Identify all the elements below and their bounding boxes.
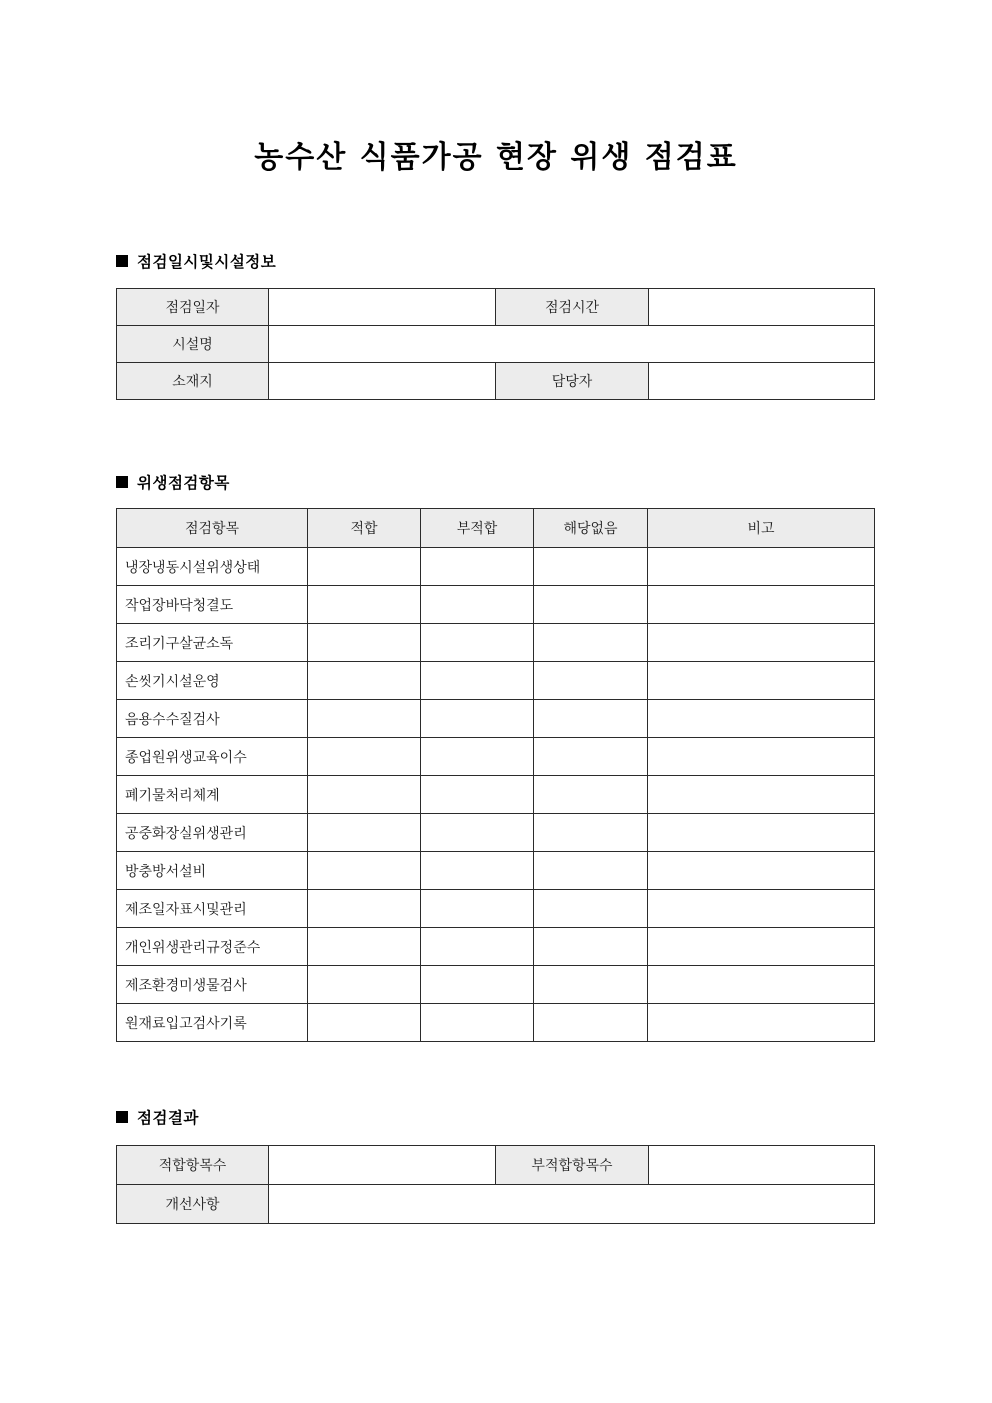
field-remarks[interactable] bbox=[648, 966, 875, 1004]
section-heading-result-label: 점검결과 bbox=[137, 1109, 199, 1127]
checklist-item-label: 손씻기시설운영 bbox=[117, 662, 308, 700]
field-location[interactable] bbox=[269, 363, 496, 400]
checkbox-nonconform[interactable] bbox=[421, 776, 534, 814]
checkbox-nonconform[interactable] bbox=[421, 548, 534, 586]
section-heading-items-label: 위생점검항목 bbox=[137, 474, 230, 492]
checklist-item-label: 방충방서설비 bbox=[117, 852, 308, 890]
label-location: 소재지 bbox=[117, 363, 269, 400]
label-conform-count: 적합항목수 bbox=[117, 1146, 269, 1185]
checkbox-nonconform[interactable] bbox=[421, 852, 534, 890]
checkbox-not-applicable[interactable] bbox=[534, 700, 648, 738]
checkbox-nonconform[interactable] bbox=[421, 1004, 534, 1042]
table-row bbox=[117, 814, 875, 852]
field-remarks[interactable] bbox=[648, 700, 875, 738]
checklist-item-label: 폐기물처리체계 bbox=[117, 776, 308, 814]
column-header-item: 점검항목 bbox=[117, 509, 308, 548]
label-inspection-date: 점검일자 bbox=[117, 289, 269, 326]
square-bullet-icon bbox=[116, 1111, 128, 1123]
checkbox-not-applicable[interactable] bbox=[534, 586, 648, 624]
hygiene-checklist-table bbox=[116, 508, 875, 1042]
square-bullet-icon bbox=[116, 255, 128, 267]
field-remarks[interactable] bbox=[648, 852, 875, 890]
checklist-item-label: 음용수수질검사 bbox=[117, 700, 308, 738]
table-row bbox=[117, 776, 875, 814]
column-header-remarks: 비고 bbox=[648, 509, 875, 548]
checkbox-nonconform[interactable] bbox=[421, 624, 534, 662]
checklist-item-label: 종업원위생교육이수 bbox=[117, 738, 308, 776]
table-row bbox=[117, 738, 875, 776]
checklist-item-label: 작업장바닥청결도 bbox=[117, 586, 308, 624]
label-facility-name: 시설명 bbox=[117, 326, 269, 363]
facility-info-table bbox=[116, 288, 875, 400]
field-remarks[interactable] bbox=[648, 1004, 875, 1042]
column-header-not-applicable: 해당없음 bbox=[534, 509, 648, 548]
table-row bbox=[117, 586, 875, 624]
checklist-item-label: 공중화장실위생관리 bbox=[117, 814, 308, 852]
table-row bbox=[117, 363, 875, 400]
checklist-item-label: 원재료입고검사기록 bbox=[117, 1004, 308, 1042]
checkbox-conform[interactable] bbox=[308, 700, 421, 738]
checkbox-conform[interactable] bbox=[308, 738, 421, 776]
checkbox-not-applicable[interactable] bbox=[534, 890, 648, 928]
field-remarks[interactable] bbox=[648, 662, 875, 700]
inspection-result-table bbox=[116, 1145, 875, 1224]
table-row bbox=[117, 1004, 875, 1042]
checklist-item-label: 제조환경미생물검사 bbox=[117, 966, 308, 1004]
checkbox-not-applicable[interactable] bbox=[534, 928, 648, 966]
field-inspection-time[interactable] bbox=[649, 289, 875, 326]
label-person-in-charge: 담당자 bbox=[496, 363, 649, 400]
column-header-conform: 적합 bbox=[308, 509, 421, 548]
table-row bbox=[117, 289, 875, 326]
field-inspection-date[interactable] bbox=[269, 289, 496, 326]
checkbox-not-applicable[interactable] bbox=[534, 624, 648, 662]
checkbox-not-applicable[interactable] bbox=[534, 776, 648, 814]
checklist-item-label: 조리기구살균소독 bbox=[117, 624, 308, 662]
checkbox-nonconform[interactable] bbox=[421, 586, 534, 624]
table-row bbox=[117, 890, 875, 928]
table-row bbox=[117, 1185, 875, 1224]
square-bullet-icon bbox=[116, 476, 128, 488]
field-remarks[interactable] bbox=[648, 776, 875, 814]
checkbox-conform[interactable] bbox=[308, 890, 421, 928]
checkbox-nonconform[interactable] bbox=[421, 662, 534, 700]
label-nonconform-count: 부적합항목수 bbox=[496, 1146, 649, 1185]
table-row bbox=[117, 928, 875, 966]
table-header-row bbox=[117, 509, 875, 548]
field-nonconform-count[interactable] bbox=[649, 1146, 875, 1185]
table-row bbox=[117, 662, 875, 700]
checkbox-conform[interactable] bbox=[308, 662, 421, 700]
checkbox-nonconform[interactable] bbox=[421, 738, 534, 776]
checkbox-nonconform[interactable] bbox=[421, 890, 534, 928]
table-row bbox=[117, 1146, 875, 1185]
checkbox-conform[interactable] bbox=[308, 814, 421, 852]
page-title: 농수산 식품가공 현장 위생 점검표 bbox=[254, 140, 738, 175]
field-remarks[interactable] bbox=[648, 738, 875, 776]
checkbox-conform[interactable] bbox=[308, 624, 421, 662]
section-heading-items bbox=[116, 471, 230, 493]
checkbox-conform[interactable] bbox=[308, 1004, 421, 1042]
section-heading-result bbox=[116, 1106, 199, 1128]
table-row bbox=[117, 548, 875, 586]
checkbox-conform[interactable] bbox=[308, 548, 421, 586]
field-facility-name[interactable] bbox=[269, 326, 875, 363]
checkbox-conform[interactable] bbox=[308, 966, 421, 1004]
checkbox-not-applicable[interactable] bbox=[534, 662, 648, 700]
table-row bbox=[117, 624, 875, 662]
field-remarks[interactable] bbox=[648, 586, 875, 624]
checkbox-nonconform[interactable] bbox=[421, 928, 534, 966]
checkbox-not-applicable[interactable] bbox=[534, 966, 648, 1004]
table-row bbox=[117, 852, 875, 890]
checkbox-conform[interactable] bbox=[308, 776, 421, 814]
checkbox-not-applicable[interactable] bbox=[534, 738, 648, 776]
field-conform-count[interactable] bbox=[269, 1146, 496, 1185]
label-inspection-time: 점검시간 bbox=[496, 289, 649, 326]
label-improvements: 개선사항 bbox=[117, 1185, 269, 1224]
field-improvements[interactable] bbox=[269, 1185, 875, 1224]
field-person-in-charge[interactable] bbox=[649, 363, 875, 400]
checklist-item-label: 제조일자표시및관리 bbox=[117, 890, 308, 928]
checkbox-not-applicable[interactable] bbox=[534, 814, 648, 852]
section-heading-info-label: 점검일시및시설정보 bbox=[137, 253, 277, 271]
checkbox-nonconform[interactable] bbox=[421, 814, 534, 852]
checkbox-conform[interactable] bbox=[308, 852, 421, 890]
field-remarks[interactable] bbox=[648, 624, 875, 662]
checklist-item-label: 냉장냉동시설위생상태 bbox=[117, 548, 308, 586]
table-row bbox=[117, 966, 875, 1004]
checkbox-not-applicable[interactable] bbox=[534, 548, 648, 586]
checkbox-conform[interactable] bbox=[308, 586, 421, 624]
table-row bbox=[117, 326, 875, 363]
checkbox-conform[interactable] bbox=[308, 928, 421, 966]
field-remarks[interactable] bbox=[648, 890, 875, 928]
checkbox-nonconform[interactable] bbox=[421, 700, 534, 738]
field-remarks[interactable] bbox=[648, 928, 875, 966]
table-row bbox=[117, 700, 875, 738]
checkbox-not-applicable[interactable] bbox=[534, 1004, 648, 1042]
field-remarks[interactable] bbox=[648, 814, 875, 852]
column-header-nonconform: 부적합 bbox=[421, 509, 534, 548]
checklist-item-label: 개인위생관리규정준수 bbox=[117, 928, 308, 966]
field-remarks[interactable] bbox=[648, 548, 875, 586]
checkbox-not-applicable[interactable] bbox=[534, 852, 648, 890]
checkbox-nonconform[interactable] bbox=[421, 966, 534, 1004]
section-heading-info bbox=[116, 250, 276, 272]
